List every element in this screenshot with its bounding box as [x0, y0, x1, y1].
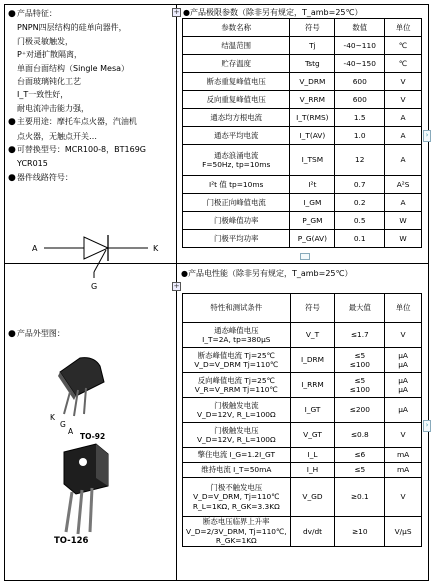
text-line: YCR015 — [17, 159, 48, 169]
scr-symbol-diagram — [28, 222, 168, 292]
table-cell: P_G(AV) — [290, 230, 335, 248]
text-line: P⁺对通扩散隔离， — [17, 50, 83, 60]
table-cell: V — [385, 73, 422, 91]
text-line: 点火器，无触点开关… — [17, 131, 97, 141]
left-column — [8, 7, 176, 185]
table-header-row — [183, 19, 422, 37]
table-cell: 门极触发电流 V_D=12V, R_L=100Ω — [183, 398, 291, 423]
table-cell: W — [385, 212, 422, 230]
table-row — [183, 109, 422, 127]
table-row — [183, 55, 422, 73]
table-cell: 门极平均功率 — [183, 230, 290, 248]
table-cell: 600 — [335, 91, 385, 109]
table-cell: ≤5 ≤100 — [335, 348, 385, 373]
table-row — [183, 37, 422, 55]
table-cell: I_T(AV) — [290, 127, 335, 145]
gate-label: G — [91, 282, 98, 291]
symbol-heading: ●器件线路符号： — [8, 172, 73, 183]
table-cell: 贮存温度 — [183, 55, 290, 73]
limits-resize-handle-icon[interactable] — [300, 253, 310, 260]
table-cell: I_RRM — [290, 373, 335, 398]
table-cell: 1.5 — [335, 109, 385, 127]
table-cell: A — [385, 145, 422, 176]
electrical-title: ●产品电性能（除非另有规定，T_amb=25℃） — [181, 269, 353, 278]
table-row — [183, 127, 422, 145]
table-cell: ≥0.1 — [335, 478, 385, 517]
table-cell: V — [385, 478, 422, 517]
table-cell: 通态峰值电压 I_T=2A, tp=380μS — [183, 323, 291, 348]
features-heading: ●产品特征： — [8, 9, 57, 19]
table-cell: V_GT — [290, 423, 335, 448]
table-cell: 0.1 — [335, 230, 385, 248]
table-cell: I_GT — [290, 398, 335, 423]
to126-hole — [79, 458, 87, 466]
electrical-table — [182, 293, 422, 547]
table-cell: A — [385, 127, 422, 145]
table-row — [183, 478, 422, 517]
table-header-cell: 单位 — [385, 294, 422, 323]
table-header-cell: 特性和测试条件 — [183, 294, 291, 323]
table-anchor-icon-2[interactable]: + — [173, 282, 180, 290]
table-cell: μA μA — [385, 348, 422, 373]
limits-title: ●产品极限参数（除非另有规定，T_amb=25℃） — [183, 8, 363, 17]
table-cell: ≤1.7 — [335, 323, 385, 348]
table-cell: mA — [385, 463, 422, 478]
table-cell: A — [385, 194, 422, 212]
text-line: 台面玻璃钝化工艺 — [17, 77, 81, 87]
column-divider — [176, 4, 177, 581]
table-header-cell: 符号 — [290, 294, 335, 323]
table-cell: ≤5 ≤100 — [335, 373, 385, 398]
electrical-scroll-handle-icon[interactable]: › — [423, 420, 431, 432]
table-cell: Tj — [290, 37, 335, 55]
table-row — [183, 212, 422, 230]
table-cell: I_T(RMS) — [290, 109, 335, 127]
table-row — [183, 348, 422, 373]
table-cell: 断态电压临界上升率 V_D=2/3V_DRM, Tj=110℃, R_GK=1KΩ — [183, 517, 291, 547]
table-cell: A — [385, 109, 422, 127]
table-cell: 断态峰值电流 Tj=25℃ V_D=V_DRM Tj=110℃ — [183, 348, 291, 373]
to92-lead-k — [64, 392, 70, 414]
applications-list — [8, 130, 176, 143]
table-cell: V_T — [290, 323, 335, 348]
table-cell: ℃ — [385, 55, 422, 73]
features-list — [8, 21, 176, 115]
table-cell: dv/dt — [290, 517, 335, 547]
table-cell: 通态浪涌电流 F=50Hz, tp=10ms — [183, 145, 290, 176]
table-cell: 0.2 — [335, 194, 385, 212]
table-header-cell: 数值 — [335, 19, 385, 37]
to126-package-image — [50, 440, 120, 540]
table-cell: 通态平均电流 — [183, 127, 290, 145]
table-cell: 门极正向峰值电流 — [183, 194, 290, 212]
table-cell: 12 — [335, 145, 385, 176]
table-cell: I_DRM — [290, 348, 335, 373]
table-cell: 维持电流 I_T=50mA — [183, 463, 291, 478]
table-cell: 1.0 — [335, 127, 385, 145]
table-cell: V — [385, 91, 422, 109]
cathode-label: K — [153, 244, 159, 253]
to92-pin-g: G — [60, 420, 66, 429]
to126-lead-1 — [66, 492, 72, 532]
appearance-heading: ●产品外型图： — [8, 329, 65, 339]
table-cell: 结温范围 — [183, 37, 290, 55]
table-anchor-icon[interactable]: + — [173, 8, 180, 16]
table-cell: I²t — [290, 176, 335, 194]
table-cell: 门极峰值功率 — [183, 212, 290, 230]
table-cell: 通态均方根电流 — [183, 109, 290, 127]
table-row — [183, 91, 422, 109]
table-cell: ≥10 — [335, 517, 385, 547]
table-cell: μA μA — [385, 373, 422, 398]
table-cell: Tstg — [290, 55, 335, 73]
table-row — [183, 323, 422, 348]
to126-lead-3 — [90, 488, 92, 532]
table-cell: V — [385, 323, 422, 348]
table-cell: 0.5 — [335, 212, 385, 230]
text-line: I_T一致性好， — [17, 90, 69, 100]
table-cell: 600 — [335, 73, 385, 91]
table-row — [183, 230, 422, 248]
table-cell: P_GM — [290, 212, 335, 230]
table-cell: I_TSM — [290, 145, 335, 176]
table-cell: V_RRM — [290, 91, 335, 109]
table-cell: V_DRM — [290, 73, 335, 91]
text-line: PNPN四层结构的硅单向器件， — [17, 23, 127, 33]
table-cell: I²t 值 tp=10ms — [183, 176, 290, 194]
table-row — [183, 398, 422, 423]
table-header-cell: 单位 — [385, 19, 422, 37]
replacements-heading: ●可替换型号：MCR100-8，BT169G — [8, 145, 146, 156]
table-cell: 反向峰值电流 Tj=25℃ V_R=V_RRM Tj=110℃ — [183, 373, 291, 398]
table-row — [183, 73, 422, 91]
table-row — [183, 423, 422, 448]
table-cell: μA — [385, 398, 422, 423]
table-row — [183, 448, 422, 463]
table-row — [183, 194, 422, 212]
to92-label: TO-92 — [80, 432, 106, 441]
replacements-list — [8, 157, 176, 170]
table-cell: -40~110 — [335, 37, 385, 55]
table-header-row — [183, 294, 422, 323]
to92-body — [60, 358, 104, 396]
table-cell: ≤200 — [335, 398, 385, 423]
table-cell: ≤0.8 — [335, 423, 385, 448]
table-cell: ℃ — [385, 37, 422, 55]
table-cell: 断态重复峰值电压 — [183, 73, 290, 91]
table-cell: 擎住电流 I_G=1.2I_GT — [183, 448, 291, 463]
text-line: 单面台面结构（Single Mesa） — [17, 63, 130, 73]
table-row — [183, 463, 422, 478]
table-cell: -40~150 — [335, 55, 385, 73]
table-cell: I_GM — [290, 194, 335, 212]
to92-pin-a: A — [68, 427, 74, 436]
table-cell: 门极触发电压 V_D=12V, R_L=100Ω — [183, 423, 291, 448]
table-cell: V — [385, 423, 422, 448]
table-cell: ≤5 — [335, 463, 385, 478]
table-cell: A²S — [385, 176, 422, 194]
table-header-cell: 最大值 — [335, 294, 385, 323]
limits-table — [182, 18, 422, 248]
diode-triangle — [84, 237, 108, 259]
limits-scroll-handle-icon[interactable]: › — [423, 130, 431, 142]
to126-label: TO-126 — [54, 536, 89, 546]
applications-heading: ●主要用途：摩托车点火器，汽油机 — [8, 117, 137, 128]
table-cell: ≤6 — [335, 448, 385, 463]
table-row — [183, 145, 422, 176]
table-row — [183, 176, 422, 194]
table-row — [183, 373, 422, 398]
table-row — [183, 517, 422, 547]
table-cell: W — [385, 230, 422, 248]
table-cell: I_L — [290, 448, 335, 463]
table-header-cell: 符号 — [290, 19, 335, 37]
table-cell: 反向重复峰值电压 — [183, 91, 290, 109]
table-cell: 门极不触发电压 V_D=V_DRM, Tj=110℃ R_L=1KΩ, R_GK=3.3KΩ — [183, 478, 291, 517]
table-cell: V/μS — [385, 517, 422, 547]
table-cell: mA — [385, 448, 422, 463]
text-line: 门极灵敏触发， — [17, 36, 73, 46]
text-line: 耐电流冲击能力强， — [17, 103, 89, 113]
table-cell: V_GD — [290, 478, 335, 517]
table-cell: 0.7 — [335, 176, 385, 194]
to92-package-image — [46, 352, 116, 422]
to126-lead-2 — [78, 490, 82, 534]
anode-label: A — [32, 244, 38, 253]
table-header-cell: 参数名称 — [183, 19, 290, 37]
to92-pin-k: K — [50, 413, 55, 422]
table-cell: I_H — [290, 463, 335, 478]
